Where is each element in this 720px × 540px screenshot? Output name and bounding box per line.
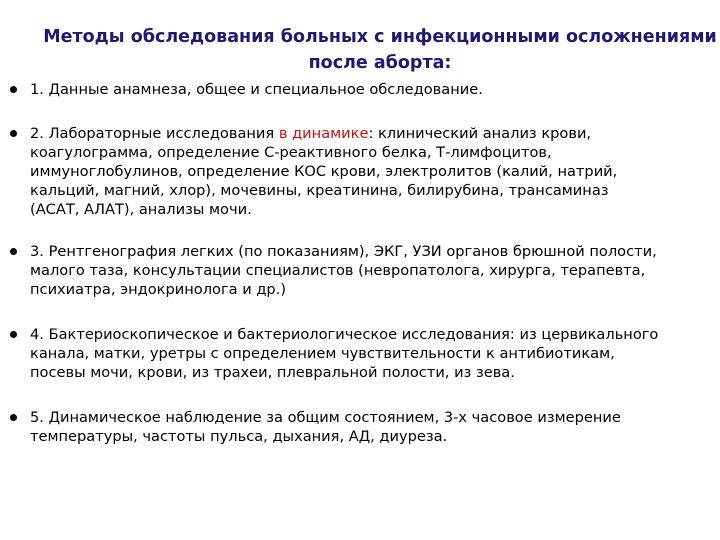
bullet-icon xyxy=(10,248,17,255)
list-item-text-before: 2. Лабораторные исследования xyxy=(30,125,279,142)
bullet-icon xyxy=(10,86,17,93)
list-item-text: 5. Динамическое наблюдение за общим состоянием, 3-х часовое измерение температуры, частоты пульса, дыхания, АД, диуреза. xyxy=(30,409,621,445)
list-item-text: 4. Бактериоскопическое и бактериологическое исследования: из цервикального канала, матки, уретры с определением чувствительности к антибиотикам, посевы мочи, крови, из трахеи, плевральной полости, из зева. xyxy=(30,326,659,381)
list-item-text-after: : клинический анализ крови, коагулограмма, определение С-реактивного белка, Т-лимфоцитов, иммуноглобулинов, определение КОС крови, электролитов (калий, натрий, кальций, магний, хлор), мочевины, креатинина, билирубина, трансаминаз (АСАТ, АЛАТ), анализы мочи. xyxy=(30,125,618,218)
highlight-text: в динамике xyxy=(278,125,369,142)
slide-title: Методы обследования больных с инфекционными осложнениями после аборта: xyxy=(43,27,717,73)
bullet-icon xyxy=(10,414,17,421)
list-item-text: 1. Данные анамнеза, общее и специальное обследование. xyxy=(30,81,483,98)
list-item-text xyxy=(30,124,718,219)
list-item-text: 3. Рентгенография легких (по показаниям), ЭКГ, УЗИ органов брюшной полости, малого таза, консультации специалистов (невропатолога, хирурга, терапевта, психиатра, эндокринолога и др.) xyxy=(30,243,657,298)
bullet-icon xyxy=(10,331,17,338)
bullet-icon xyxy=(10,130,17,137)
